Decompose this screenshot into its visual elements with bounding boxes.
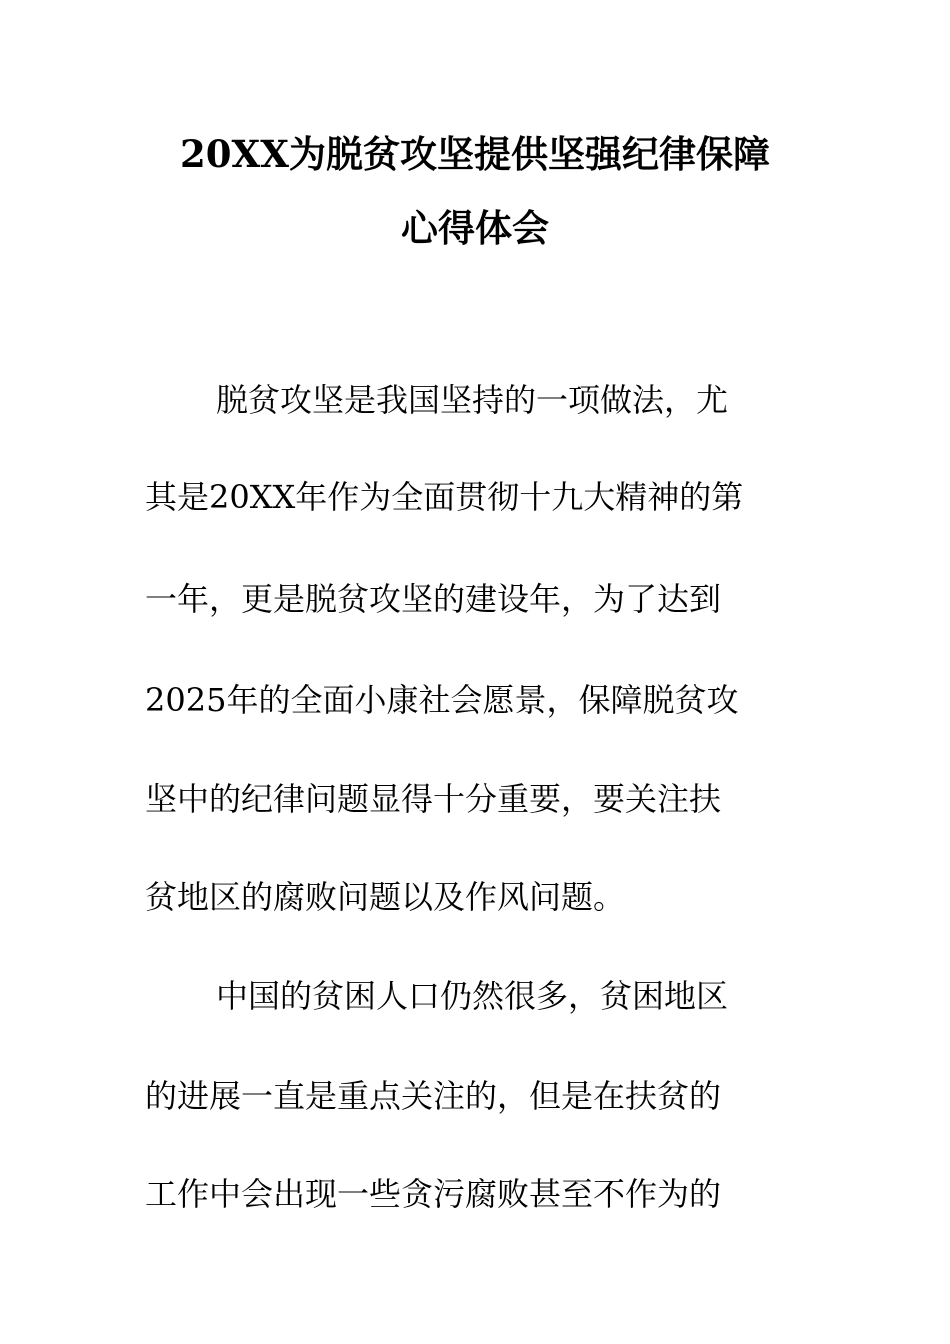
paragraph-line: 脱贫攻坚是我国坚持的一项做法，尤 [216,381,729,419]
paragraph-line: 一年，更是脱贫攻坚的建设年，为了达到 [145,580,722,618]
paragraph-line: 其是20XX年作为全面贯彻十九大精神的第 [145,478,744,516]
paragraph-line: 坚中的纪律问题显得十分重要，要关注扶 [145,780,722,818]
document-title-line-1: 20XX为脱贫攻坚提供坚强纪律保障 [180,132,770,176]
paragraph-line: 贫地区的腐败问题以及作风问题。 [145,878,626,916]
paragraph-line: 的进展一直是重点关注的，但是在扶贫的 [145,1077,722,1115]
paragraph-line: 2025年的全面小康社会愿景，保障脱贫攻 [145,681,739,719]
paragraph-line: 工作中会出现一些贪污腐败甚至不作为的 [145,1175,722,1213]
paragraph-line: 中国的贫困人口仍然很多，贫困地区 [216,977,729,1015]
document-title-line-2: 心得体会 [401,206,549,250]
